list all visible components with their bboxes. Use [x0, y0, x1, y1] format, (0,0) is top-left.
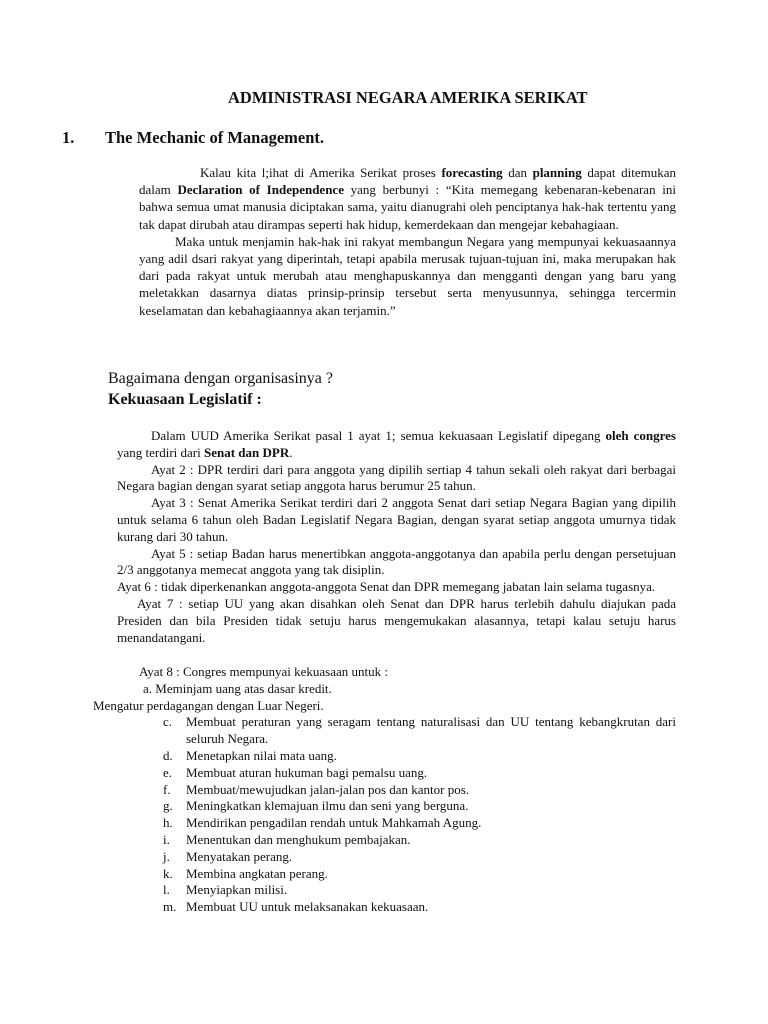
uud-paragraph: [117, 428, 676, 462]
uud-text: Dalam UUD Amerika Serikat pasal 1 ayat 1; semua kekuasaan Legislatif dipegang: [151, 428, 606, 443]
list-text: Membuat/mewujudkan jalan-jalan pos dan kantor pos.: [186, 781, 470, 797]
ayat-5: Ayat 5 : setiap Badan harus menertibkan anggota-anggotanya dan apabila perlu dengan persetujuan 2/3 anggotanya memecat anggota yang tak disiplin.: [117, 545, 676, 578]
list-text: Menentukan dan menghukum pembajakan.: [186, 831, 411, 847]
uud-text: yang terdiri dari: [117, 444, 204, 460]
list-text: Membuat UU untuk melaksanakan kekuasaan.: [186, 899, 429, 915]
term-congres: oleh congres: [605, 428, 676, 443]
list-text: Membuat aturan hukuman bagi pemalsu uang.: [186, 764, 428, 780]
term-declaration: Declaration of Independence: [177, 182, 344, 198]
section-heading: The Mechanic of Management.: [105, 128, 325, 147]
list-text: Meningkatkan klemajuan ilmu dan seni yang berguna.: [186, 798, 469, 814]
intro-text: yang berbunyi : “Kita memegang kebenaran-kebenaran ini bahwa semua umat manusia diciptakan sama, yaitu dianugrahi oleh penciptanya hak-hak tertentu yang tak dapat dirubah atau dirampas seperti hak hidup, kemerdekaan dan mengejar kebahagiaan.: [139, 182, 676, 232]
ayat-7: Ayat 7 : setiap UU yang akan disahkan oleh Senat dan DPR harus terlebih dahulu diajukan pada Presiden dan bila Presiden tidak setuju harus mengemukakan alasannya, tetapi kalau setuju harus menandatangani.: [117, 595, 676, 645]
list-item: [93, 748, 676, 765]
list-item: [93, 832, 676, 849]
list-letter: f.: [163, 781, 171, 797]
list-item: [93, 765, 676, 782]
legislative-heading-text: Kekuasaan Legislatif: [108, 391, 253, 408]
section-number: 1.: [62, 128, 75, 147]
ayat-8: Ayat 8 : Congres mempunyai kekuasaan untuk :: [139, 664, 389, 679]
list-item: [93, 782, 676, 799]
list-item: [93, 899, 676, 916]
intro-text: dapat ditemukan dalam: [139, 165, 676, 198]
term-forecasting: forecasting: [441, 165, 503, 180]
list-letter: c.: [163, 714, 173, 730]
power-item-a: a. Meminjam uang atas dasar kredit.: [143, 680, 332, 696]
question-heading: Bagaimana dengan organisasinya ?: [108, 370, 333, 387]
list-text: Membina angkatan perang.: [186, 865, 328, 881]
list-item: [93, 815, 676, 832]
legislative-block: [117, 428, 676, 646]
ayat-6: Ayat 6 : tidak diperkenankan anggota-anggota Senat dan DPR memegang jabatan lain selama tugasnya.: [117, 579, 656, 595]
list-letter: m.: [163, 899, 177, 915]
term-senat-dpr: Senat dan DPR: [204, 444, 290, 460]
list-letter: h.: [163, 815, 173, 831]
list-text: Menyiapkan milisi.: [186, 882, 288, 898]
congress-powers-block: [93, 664, 676, 916]
list-letter: i.: [163, 831, 170, 847]
list-item: [93, 849, 676, 866]
list-letter: k.: [163, 865, 173, 881]
list-text: Menetapkan nilai mata uang.: [186, 747, 337, 763]
list-text: Membuat peraturan yang seragam tentang naturalisasi dan UU tentang kebangkrutan dari seluruh Negara.: [186, 714, 676, 747]
intro-text: dan: [502, 165, 533, 180]
term-planning: planning: [532, 165, 582, 180]
intro-paragraph-2: Maka untuk menjamin hak-hak ini rakyat membangun Negara yang mempunyai kekuasaannya yang adil dsari rakyat yang diperintah, tetapi apabila merusak tujuan-tujuan ini, maka merupakan hak dari pada rakyat untuk merubah atau menghapuskannya dan mengganti dengan yang baru yang meletakkan dasarnya diatas prinsip-prinsip tersebut serta menyusunnya, sehingga tercermin keselamatan dan kebahagiaannya akan terjamin.”: [139, 233, 676, 318]
intro-paragraph-1: [139, 164, 676, 233]
ayat-3: Ayat 3 : Senat Amerika Serikat terdiri dari 2 anggota Senat dari setiap Negara Bagian yang dipilih untuk selama 6 tahun oleh Badan Legislatif Negara Bagian, dengan syarat setiap anggota umurnya tidak kurang dari 30 tahun.: [117, 495, 676, 544]
list-text: Mendirikan pengadilan rendah untuk Mahkamah Agung.: [186, 815, 482, 831]
document-title: ADMINISTRASI NEGARA AMERIKA SERIKAT: [228, 88, 588, 107]
intro-block: [139, 164, 676, 319]
legislative-heading: [108, 391, 262, 409]
list-letter: l.: [163, 882, 170, 898]
uud-text: .: [289, 444, 293, 460]
legislative-heading-colon: :: [252, 391, 262, 408]
list-item: [93, 798, 676, 815]
list-text: Menyatakan perang.: [186, 848, 293, 864]
list-item: [93, 882, 676, 899]
intro-text: Kalau kita l;ihat di Amerika Serikat proses: [200, 165, 442, 180]
list-item: [93, 714, 676, 748]
list-letter: d.: [163, 747, 173, 763]
list-letter: e.: [163, 764, 173, 780]
ayat-2: Ayat 2 : DPR terdiri dari para anggota yang dipilih sertiap 4 tahun sekali oleh rakyat dari berbagai Negara bagian dengan syarat setiap anggota harus berumur 25 tahun.: [117, 461, 676, 494]
powers-list: [93, 714, 676, 916]
list-letter: g.: [163, 798, 173, 814]
power-item-b: Mengatur perdagangan dengan Luar Negeri.: [93, 697, 324, 713]
list-letter: j.: [163, 848, 170, 864]
list-item: [93, 866, 676, 883]
